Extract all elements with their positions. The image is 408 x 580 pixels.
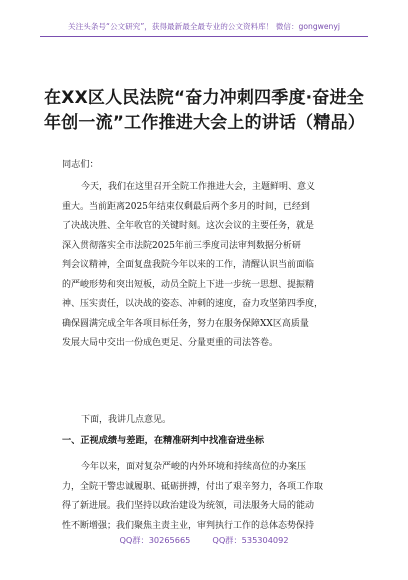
text-line: 深入贯彻落实全市法院2025年前三季度司法审判数据分析研 (62, 240, 301, 251)
footer-qq-group-1: QQ群：30265665 (119, 535, 191, 545)
text-line: 力，全院干警忠诚履职、砥砺拼搏，付出了艰辛努力，各项工作取 (62, 481, 324, 492)
footer-contact (0, 535, 408, 546)
header-divider (40, 36, 368, 37)
title-line: 年创一流”工作推进大会上的讲话（精品） (44, 113, 365, 133)
text-line: 下面，我讲几点意见。 (81, 415, 172, 425)
text-line: 重大。当前距离2025年结束仅剩最后两个多月的时间，已经到 (62, 201, 310, 212)
text-line: 发展大局中交出一份成色更足、分量更重的司法答卷。 (62, 338, 279, 348)
header-note: 关注头条号“公文研究”，获得最新最全最专业的公文资料库！ 微信：gongwenyj (68, 22, 340, 31)
text-line: 神、压实责任，以决战的姿态、冲刺的速度，奋力攻坚第四季度， (62, 299, 324, 309)
document-title (44, 86, 364, 136)
salutation: 同志们： (62, 159, 99, 170)
title-line: 在XX区人民法院“奋力冲刺四季度·奋进全 (44, 88, 364, 108)
text-line: 确保圆满完成全年各项目标任务，努力在服务保障XX区高质量 (62, 318, 309, 329)
footer-qq-group-2: QQ群：535304092 (212, 535, 289, 545)
text-line: 了决战决胜、全年收官的关键时刻。这次会议的主要任务，就是 (62, 221, 315, 231)
paragraph-section-1 (62, 458, 348, 536)
text-line: 今年以来，面对复杂严峻的内外环境和持续高位的办案压 (81, 462, 307, 472)
text-line: 判会议精神，全面复盘我院今年以来的工作，清醒认识当前面临 (62, 260, 315, 270)
text-line: 的严峻形势和突出短板，动员全院上下进一步统一思想、提振精 (62, 279, 315, 290)
text-line: 得了新进展。我们坚持以政治建设为统领，司法服务大局的能动 (62, 501, 315, 511)
paragraph-intro (62, 178, 348, 354)
text-line: 性不断增强；我们聚焦主责主业，审判执行工作的总体态势保持 (62, 520, 315, 531)
text-line: 今天，我们在这里召开全院工作推进大会，主题鲜明、意义 (81, 182, 316, 192)
paragraph-transition (62, 411, 348, 431)
section-heading-1: 一、正视成绩与差距，在精准研判中找准奋进坐标 (62, 435, 265, 446)
